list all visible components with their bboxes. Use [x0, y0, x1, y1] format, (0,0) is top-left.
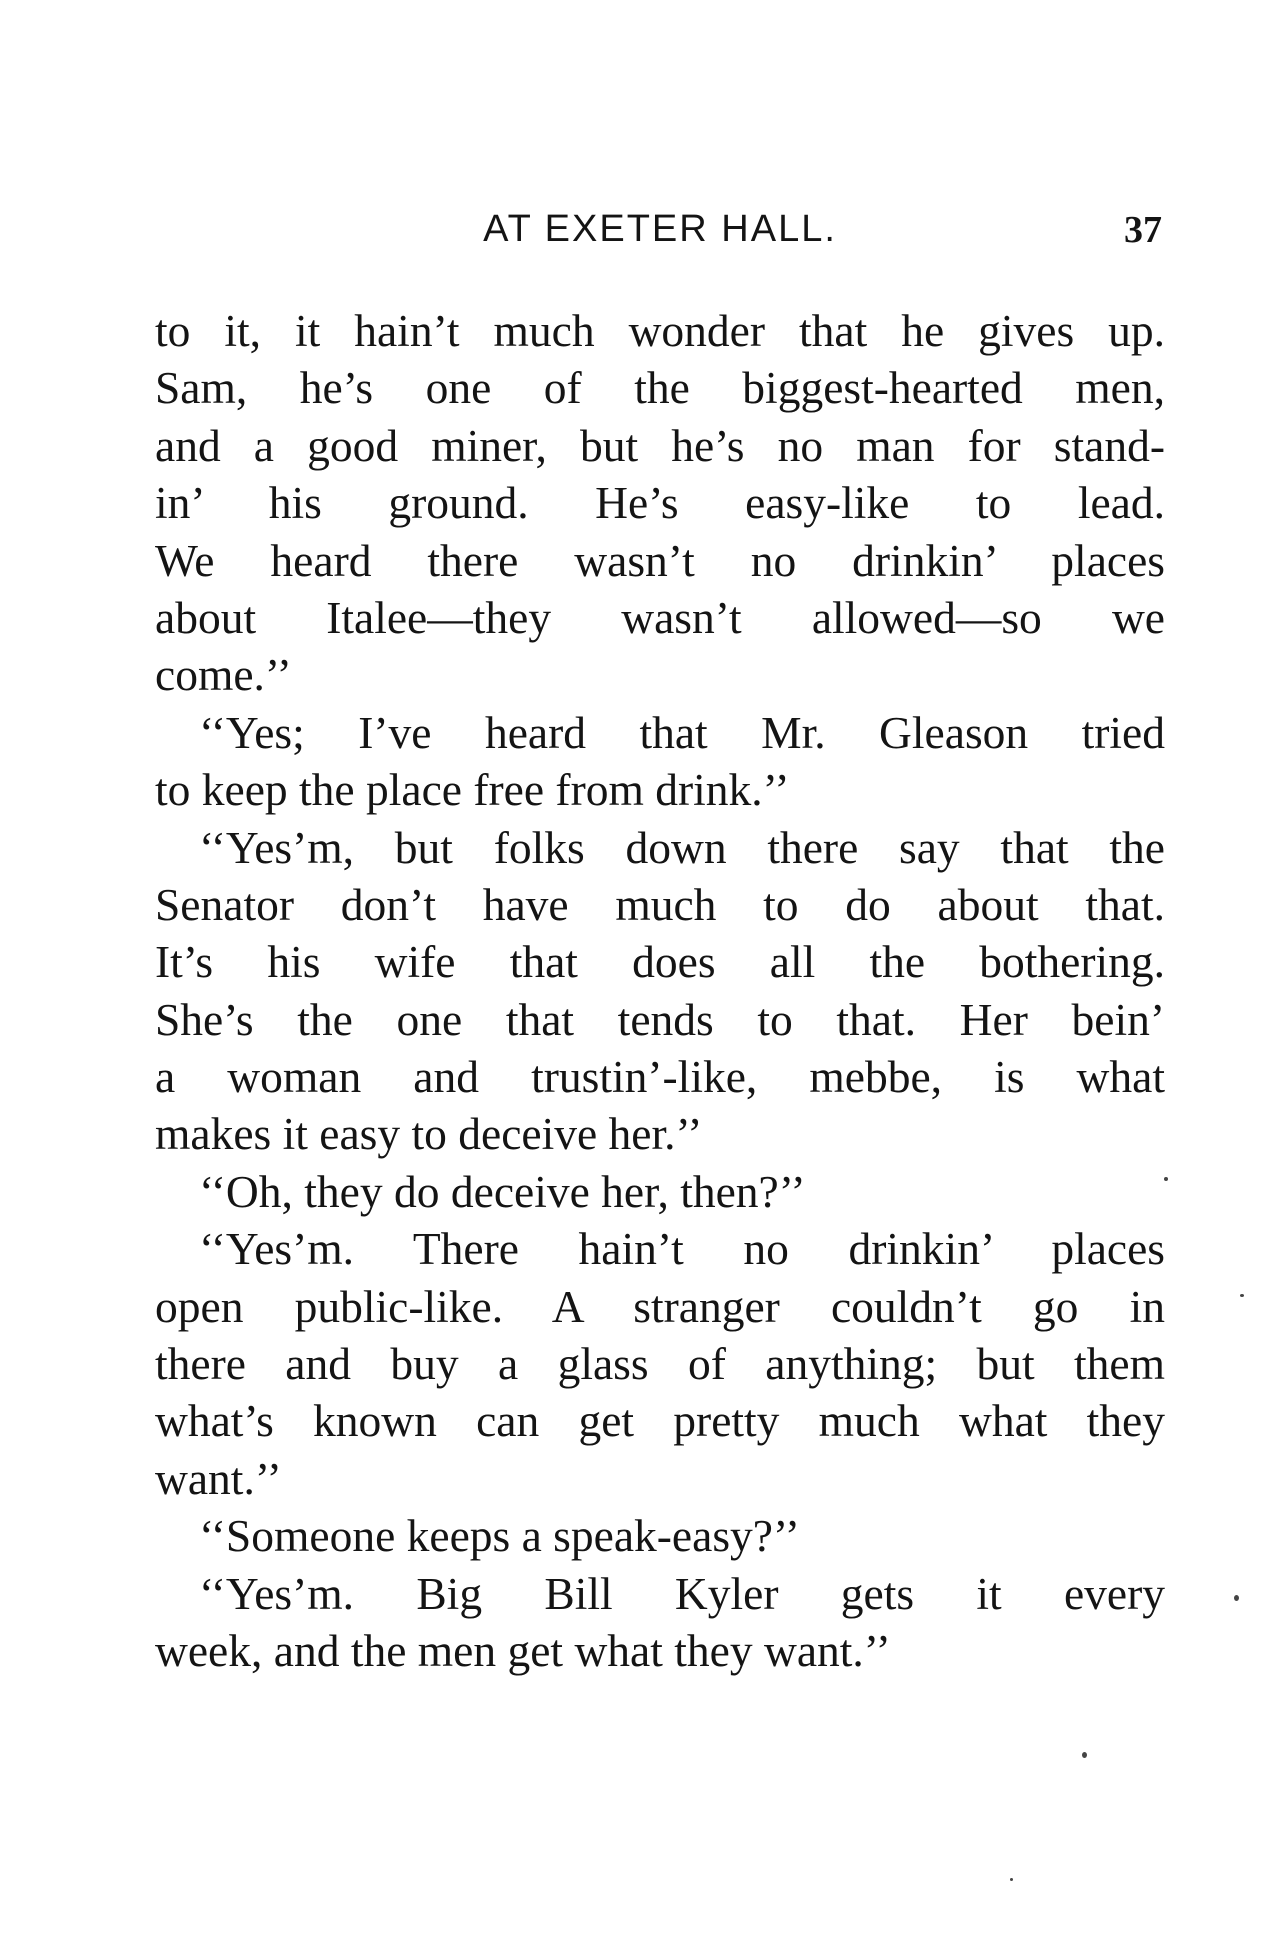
text-line: ‘‘Yes’m. Big Bill Kyler gets it every	[199, 1567, 1165, 1619]
text-line: there and buy a glass of anything; but them	[155, 1338, 1165, 1390]
running-head	[150, 208, 1170, 268]
text-line: Sam, he’s one of the biggest-hearted men,	[155, 362, 1165, 414]
page-number: 37	[1124, 209, 1162, 251]
text-line: about Italee—they wasn’t allowed—so we	[155, 591, 1165, 643]
speck	[1240, 1294, 1244, 1297]
text-line: ‘‘Yes’m. There hain’t no drinkin’ places	[199, 1223, 1165, 1275]
text-line: to keep the place free from drink.’’	[155, 764, 790, 816]
text-line: ‘‘Yes; I’ve heard that Mr. Gleason tried	[199, 706, 1165, 758]
text-line: ‘‘Yes’m, but folks down there say that the	[199, 821, 1165, 873]
speck	[1010, 1878, 1013, 1881]
text-line: ‘‘Oh, they do deceive her, then?’’	[199, 1165, 806, 1217]
speck	[1082, 1752, 1087, 1758]
text-line: makes it easy to deceive her.’’	[155, 1108, 703, 1160]
text-line: It’s his wife that does all the bothering.	[155, 936, 1165, 988]
body-text	[155, 302, 1165, 1679]
text-line: a woman and trustin’-like, mebbe, is what	[155, 1051, 1165, 1103]
speck	[1164, 1177, 1168, 1181]
text-line: open public-like. A stranger couldn’t go in	[155, 1280, 1165, 1332]
speck	[1234, 1595, 1239, 1601]
text-line: what’s known can get pretty much what they	[155, 1395, 1165, 1447]
text-line: We heard there wasn’t no drinkin’ places	[155, 534, 1165, 586]
text-line: and a good miner, but he’s no man for stand-	[155, 419, 1165, 471]
text-line: in’ his ground. He’s easy-like to lead.	[155, 477, 1165, 529]
text-line: want.’’	[155, 1452, 282, 1504]
text-line: ‘‘Someone keeps a speak-easy?’’	[199, 1510, 800, 1562]
text-line: Senator don’t have much to do about that.	[155, 878, 1165, 930]
text-line: week, and the men get what they want.’’	[155, 1624, 891, 1676]
running-title: AT EXETER HALL.	[483, 208, 837, 250]
text-line: She’s the one that tends to that. Her bein’	[155, 993, 1165, 1045]
text-line: come.’’	[155, 649, 292, 701]
text-line: to it, it hain’t much wonder that he gives up.	[155, 305, 1165, 356]
